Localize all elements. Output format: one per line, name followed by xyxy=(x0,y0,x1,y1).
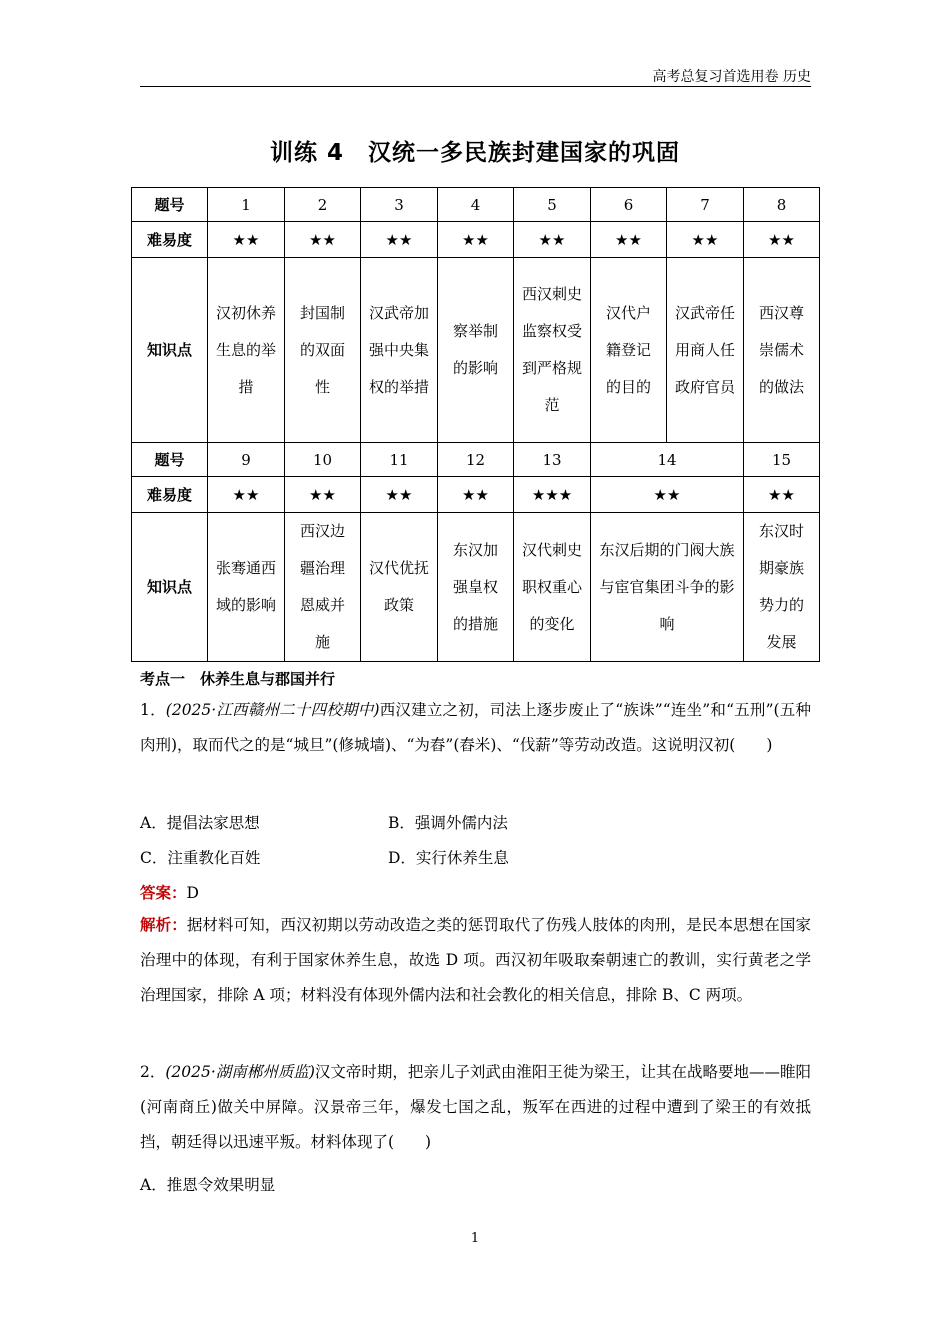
table-row-difficulty-1 xyxy=(132,222,820,258)
answer-value: D xyxy=(186,884,199,902)
question-source: (2025·江西赣州二十四校期中) xyxy=(165,701,380,719)
knowledge-point: 东汉时期豪族势力的发展 xyxy=(744,513,820,662)
option-a: A．推恩令效果明显 xyxy=(140,1176,276,1194)
option-c: C．注重教化百姓 xyxy=(140,849,261,867)
table-cell: 1 xyxy=(208,188,285,222)
difficulty-stars: ★★ xyxy=(208,477,285,513)
difficulty-stars: ★★ xyxy=(744,222,820,258)
difficulty-stars: ★★ xyxy=(591,222,667,258)
page-title: 训练 4 汉统一多民族封建国家的巩固 xyxy=(269,140,680,166)
table-cell: 12 xyxy=(438,443,514,477)
difficulty-stars: ★★ xyxy=(285,222,361,258)
analysis-label: 解析： xyxy=(140,916,187,934)
difficulty-stars: ★★ xyxy=(514,222,591,258)
table-cell: 8 xyxy=(744,188,820,222)
label-number: 题号 xyxy=(132,443,208,477)
difficulty-stars: ★★ xyxy=(591,477,744,513)
table-cell: 10 xyxy=(285,443,361,477)
question-stem: 西汉建立之初，司法上逐步废止了“族诛”“连坐”和“五刑”(五种肉刑)，取而代之的是“城旦”(修城墙)、“为舂”(舂米)、“伐薪”等劳动改造。这说明汉初( ) xyxy=(140,701,812,754)
knowledge-point: 汉武帝加强中央集权的举措 xyxy=(361,258,438,443)
table-cell: 6 xyxy=(591,188,667,222)
analysis-text: 据材料可知，西汉初期以劳动改造之类的惩罚取代了伤残人肢体的肉刑，是民本思想在国家治理中的体现，有利于国家休养生息，故选 D 项。西汉初年吸取秦朝速亡的教训，实行黄老之学治理国家，排除 A 项；材料没有体现外儒内法和社会教化的相关信息，排除 B、C 两项。 xyxy=(140,916,811,1004)
table-cell: 9 xyxy=(208,443,285,477)
label-knowledge: 知识点 xyxy=(132,513,208,662)
difficulty-stars: ★★ xyxy=(361,222,438,258)
knowledge-point: 汉代优抚政策 xyxy=(361,513,438,662)
answer-line xyxy=(140,881,199,903)
label-difficulty: 难易度 xyxy=(132,477,208,513)
knowledge-point: 西汉边疆治理恩威并施 xyxy=(285,513,361,662)
label-knowledge: 知识点 xyxy=(132,258,208,443)
knowledge-point: 封国制的双面性 xyxy=(285,258,361,443)
question-number: 2． xyxy=(140,1063,166,1081)
table-cell: 3 xyxy=(361,188,438,222)
table-row-knowledge-1 xyxy=(132,258,820,443)
table-cell: 7 xyxy=(667,188,744,222)
knowledge-point: 张骞通西域的影响 xyxy=(208,513,285,662)
table-row-difficulty-2 xyxy=(132,477,820,513)
question-2 xyxy=(140,1055,811,1160)
difficulty-stars: ★★ xyxy=(667,222,744,258)
knowledge-point: 汉武帝任用商人任政府官员 xyxy=(667,258,744,443)
table-cell: 2 xyxy=(285,188,361,222)
knowledge-table xyxy=(131,187,820,662)
table-cell: 11 xyxy=(361,443,438,477)
difficulty-stars: ★★ xyxy=(208,222,285,258)
answer-label: 答案： xyxy=(140,884,187,902)
difficulty-stars: ★★ xyxy=(361,477,438,513)
table-cell: 4 xyxy=(438,188,514,222)
analysis xyxy=(140,908,811,1013)
table-row-knowledge-2 xyxy=(132,513,820,662)
question-stem: 汉文帝时期，把亲儿子刘武由淮阳王徙为梁王，让其在战略要地——睢阳(河南商丘)做关中屏障。汉景帝三年，爆发七国之乱，叛军在西进的过程中遭到了梁王的有效抵挡，朝廷得以迅速平叛。材料体现了( ) xyxy=(140,1063,811,1151)
difficulty-stars: ★★ xyxy=(438,222,514,258)
difficulty-stars: ★★ xyxy=(285,477,361,513)
option-b: B．强调外儒内法 xyxy=(388,814,508,832)
knowledge-point: 汉代户籍登记的目的 xyxy=(591,258,667,443)
knowledge-point: 汉代刺史职权重心的变化 xyxy=(514,513,591,662)
knowledge-point: 察举制的影响 xyxy=(438,258,514,443)
table-cell: 5 xyxy=(514,188,591,222)
knowledge-point: 东汉加强皇权的措施 xyxy=(438,513,514,662)
option-a: A．提倡法家思想 xyxy=(140,814,260,832)
difficulty-stars: ★★ xyxy=(438,477,514,513)
page-header xyxy=(140,62,811,87)
question-source: (2025·湖南郴州质监) xyxy=(165,1063,315,1081)
table-cell: 14 xyxy=(591,443,744,477)
page-number: 1 xyxy=(470,1231,480,1246)
header-text: 高考总复习首选用卷 历史 xyxy=(652,69,811,85)
knowledge-point: 汉初休养生息的举措 xyxy=(208,258,285,443)
table-row-number-1 xyxy=(132,188,820,222)
label-difficulty: 难易度 xyxy=(132,222,208,258)
option-d: D．实行休养生息 xyxy=(388,849,509,867)
question-number: 1． xyxy=(140,701,166,719)
difficulty-stars: ★★★ xyxy=(514,477,591,513)
knowledge-point: 西汉尊崇儒术的做法 xyxy=(744,258,820,443)
knowledge-point: 东汉后期的门阀大族与宦官集团斗争的影响 xyxy=(591,513,744,662)
table-row-number-2 xyxy=(132,443,820,477)
knowledge-point: 西汉刺史监察权受到严格规范 xyxy=(514,258,591,443)
difficulty-stars: ★★ xyxy=(744,477,820,513)
table-cell: 13 xyxy=(514,443,591,477)
section-heading: 考点一 休养生息与郡国并行 xyxy=(140,670,336,688)
label-number: 题号 xyxy=(132,188,208,222)
question-1 xyxy=(140,693,811,763)
table-cell: 15 xyxy=(744,443,820,477)
